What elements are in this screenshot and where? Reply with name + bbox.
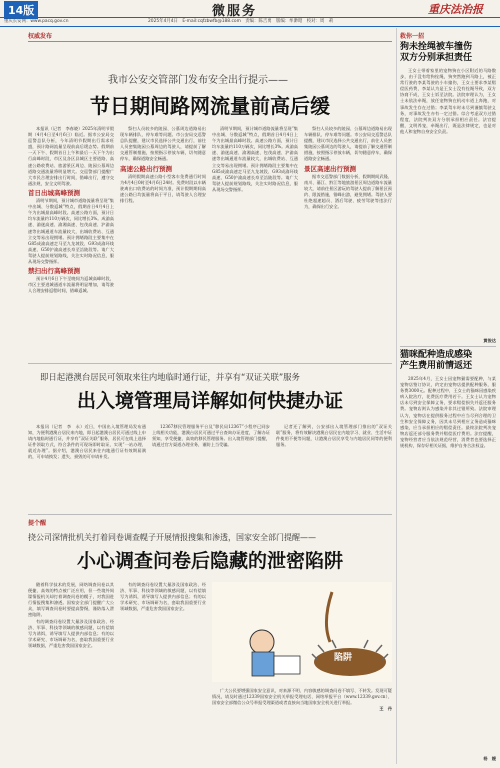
article3-kicker: 挠公司深情批机关打着同卷调查幌子开展情报搜集和渗透，国家安全部门提醒—— [28, 533, 316, 542]
article2-col2: 12367移民管理服务平台及“移民局12367”小程序已同步上线相关功能，港澳台居民可通过平台查询办证进度，了解办证须知，享受便捷、高效的移民管理服务。出入境管理部门提醒，请通过官方渠道办理业务，谨防上当受骗。 [152, 424, 270, 448]
article2-col1: 本报讯（记者 李 永）近日，中国出入境管理局发布通知，为便利港澳台居民来内地，即日起港澳台居民可通过线上申请内地临时通行证，并享有“双证关联”服务，居民可在线上选择证件领取方式，符合条件的可现场即时取证，实现“一站办理、就近办理”。据介绍，港澳台居民来往内地通行证有效期届满的，可申请换发；遗失、损毁的可申请补发。 [28, 424, 146, 460]
article3-col1: 随着科学技术的发展，网络调查问卷以其便捷、高效的特点被广泛应用，但一些境外间谍情报机关却打着调查问卷的幌子，对我国进行情报搜集和渗透。国家安全部门提醒广大公众，填写调查问卷时要提高警惕，谨防落入泄密陷阱。 有的调查问卷设置大量涉及国家政治、经济、军事、科技等领域的敏感问题，以有偿填写为诱饵，诱导填写人提供内部信息；有的以学术研究、市场调研为名，套取我国重要行业领域数据，严重危害我国国家安全。 [28, 582, 114, 648]
article1-col2: 祭扫人员较多的陵园、公墓周边道路易出现车辆排队、停车难等问题。市公安局交巡警总队提醒，建议市民选择公共交通出行，前往人员密集陵园公墓周边的驾驶人，请提前了解交通管制措施，按照指示停放车辆，切勿随意停车，确保道路安全畅通。 高速公路出行预测 清明假期高速公路小型客车免费通行时间为4月4日0时至4月6日24时。免费时段以车辆驶离出口收费站的时间为准，预计假期期间高速公路日均流量将高于平日，请驾驶人合理安排行程。 [120, 126, 206, 204]
article3-col3: 广大公民要增强国家安全意识，对来源不明、内容敏感的调查问卷不填写、不转发。发现可疑情况，请及时通过12339国家安全机关举报受理电话、网络举报平台（www.12339.gov.cn）、国家安全部微信公众号举报受理渠道或者直接向当地国家安全机关进行举报。 王 丹 [212, 688, 392, 712]
sidebar-story1-byline: 黄俊达 [483, 338, 496, 343]
sidebar-story1-headline: 狗未拴绳被车撞伤 双方分别承担责任 [400, 42, 473, 63]
section-title: 微服务 [212, 4, 258, 19]
date-email: 2025年4月4日 E-mail:cqfzbwfb@188.com 责编：陈吉勇 版编：牟渺昭 校对：周 莉 [148, 19, 334, 24]
subhead-highway: 高速公路出行预测 [120, 164, 172, 173]
page-number: 14版 [4, 1, 38, 19]
sidebar-story2-headline: 猫咪配种造成感染 产生费用前情返还 [400, 350, 473, 371]
article1-kicker: 我市公安交管部门发布安全出行提示—— [108, 75, 288, 86]
article3-headline: 小心调查问卷后隐藏的泄密陷阱 [76, 550, 343, 572]
article2-col3: 记者还了解到，公安部出入境管理部门推出的“双证关联”服务，将有效解决港澳台居民在内地学习、就业、生活中证件使用不便等问题，让港澳台居民享受与内地居民同等的便利服务。 [276, 424, 392, 448]
article3-byline: 王 丹 [379, 706, 392, 712]
tag-authority: 权威发布 [28, 33, 53, 40]
tag-tip: 救你一招 [400, 33, 425, 40]
website: 重庆长安网：www.pacq.gov.cn [4, 19, 69, 24]
tag-reminder: 提个醒 [28, 520, 47, 527]
subhead-first-day: 首日出城高峰预测 [28, 188, 80, 197]
article1-col1: 本报讯（记者 李春晓）2025年清明节假期（4月4日至4月6日）临近。据市公安局交巡警总队分析，今年清明节假期出行需求旺盛，预计路网流量呈现前高后缓态势。假期前一天下午、假期首日上午和最后一天下午为出行高峰时段，市区及各区县城区主要道路、高速公路收费站、旅游景区周边、陵园公墓周边道路交通流量将明显增大。交巡警部门提醒广大市民合理安排出行时间，错峰出行，遵守交通法规，安全文明驾驶。 首日出城高峰预测 清明节期间，预计城市道路流量将呈现“集中出城、分散返城”特点，假期首日4月4日上午为出城最高峰时段。高速公路方面，预计日均车流量约110万辆次，同比增长3%。成渝高速、渝遂高速、渝湘高速、包茂高速、沪渝高速等出城通道车流量较大，出城收费站、互通立交等易出现拥堵。预计拥堵路段主要集中在G85成渝高速走马至九龙坡段、G93成渝环线高速、G50沪渝高速长寿至涪陵段等。请广大驾驶人提前规划路线，关注实时路况信息，服从现场交警指挥。 禁扫出行高峰预测 预计4月6日下午至晚间为返城高峰时段，市区主要进城通道车流量将明显增加，请驾驶人合理安排返程时间，错峰返城。 [28, 126, 114, 294]
subhead-return: 禁扫出行高峰预测 [28, 267, 80, 276]
article1-headline: 节日期间路网流量前高后缓 [90, 94, 330, 118]
article1-col3: 清明节期间，预计城市道路流量将呈现“集中出城、分散返城”特点，假期首日4月4日上午为出城最高峰时段。高速公路方面，预计日均车流量约110万辆次，同比增长3%。成渝高速、渝遂高速、渝湘高速、包茂高速、沪渝高速等出城通道车流量较大，出城收费站、互通立交等易出现拥堵。预计拥堵路段主要集中在G85成渝高速走马至九龙坡段、G93成渝环线高速、G50沪渝高速长寿至涪陵段等。请广大驾驶人提前规划路线，关注实时路况信息，服从现场交警指挥。 [212, 126, 298, 192]
article3-col2: 有的调查问卷设置大量涉及国家政治、经济、军事、科技等领域的敏感问题，以有偿填写为诱饵，诱导填写人提供内部信息；有的以学术研究、市场调研为名，套取我国重要行业领域数据，严重危害我国国家安全。 [120, 582, 206, 612]
article2-headline: 出入境管理局详解如何快捷办证 [76, 390, 343, 412]
brand-logo: 重庆法治报 [428, 3, 483, 16]
trap-label: 陷阱 [334, 653, 353, 663]
sidebar-divider [396, 28, 397, 764]
subhead-scenic: 景区高速出行预测 [304, 164, 356, 173]
trap-illustration [212, 582, 392, 682]
article2-kicker: 即日起港澳台居民可领取来往内地临时通行证，并享有“双证关联”服务 [40, 372, 300, 382]
sidebar-story2-byline: 杨 媛 [483, 756, 496, 761]
sidebar-story1-body: 王女士带着家里的宠物狗在小区附近的马路散步，由于没有给狗拴绳，狗突然跑到马路上，被正常行驶的李某驾驶的小车撞伤，王女士要求李某赔偿医药费，李某认为是王女士没有拴绳导致，双方协商不成，王女士诉至法院。法院审理认为，王女士未依法牵绳，放任宠物狗在机动车道上奔跑，对事故发生存在过错；李某驾车时未尽到谨慎驾驶义务，对事故发生亦有一定过错。综合考虑双方过错程度，法院判决双方分别承担相应责任。法官提醒，文明养宠，牵绳出行，既是法律规定，也是对他人和宠物自身安全负责。 [400, 68, 496, 134]
date-line [0, 17, 500, 27]
masthead [0, 0, 500, 19]
article1-col4: 祭扫人员较多的陵园、公墓周边道路易出现车辆排队、停车难等问题。市公安局交巡警总队提醒，建议市民选择公共交通出行，前往人员密集陵园公墓周边的驾驶人，请提前了解交通管制措施，按照指示停放车辆，切勿随意停车，确保道路安全畅通。 景区高速出行预测 据市交巡警部门数据分析，假期期间武隆、南川、綦江、黔江等地旅游景区周边道路车流量较大，请前往景区游玩的驾驶人提前了解景区预约、限流措施，错峰出游，避免拥堵。驾驶人要杜绝超速超员、酒后驾驶、疲劳驾驶等违法行为，确保出行安全。 [304, 126, 392, 210]
sidebar-story2-body: 2025年4月，王女士因宠物猫需要配种，与某宠物店签订协议，约定由宠物店提供配种服务，服务费3000元。配种过程中，王女士的猫咪因感染疾病入院治疗，花费医疗费用若干。王女士认为宠物店未尽到安全保障义务，要求赔偿损失并返还服务费。宠物店则认为感染并非其过错所致。法院审理认为，宠物店在提供服务过程中应当尽到合理的卫生和安全保障义务，因其未尽到相应义务造成猫咪感染，应当承担相应的赔偿责任。最终法院判决宠物店返还部分服务费并赔偿医疗费用。法官提醒，宠物经营者应当依法规范经营，消费者也要选择正规机构，保存好相关证据，维护自身合法权益。 [400, 376, 496, 449]
